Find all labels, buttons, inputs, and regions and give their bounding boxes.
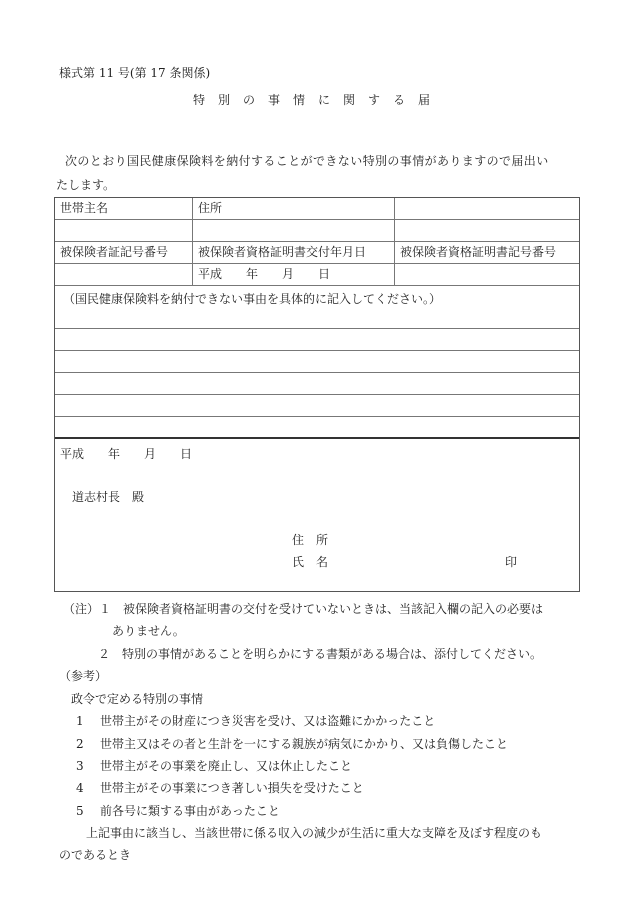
address-field-3[interactable] [395, 220, 579, 241]
notification-form-table [54, 197, 580, 592]
table-row-insurance-values [55, 264, 579, 286]
seal-mark: 印 [505, 555, 518, 569]
applicant-address-label: 住 所 [292, 533, 329, 547]
submission-date-field[interactable]: 平成 年 月 日 [60, 447, 193, 461]
reference-item [76, 802, 280, 819]
address-field-2[interactable] [193, 220, 395, 241]
reference-item [76, 712, 435, 729]
item-number: 1 [76, 714, 84, 728]
reason-line[interactable] [55, 351, 579, 373]
item-text: 世帯主又はその者と生計を一にする親族が病気にかかり、又は負傷したこと [100, 737, 509, 751]
note-1-continued: ありません。 [112, 624, 185, 638]
item-number: 2 [76, 737, 84, 751]
note-1: （注）１ 被保険者資格証明書の交付を受けていないときは、当該記入欄の記入の必要は [63, 602, 544, 616]
intro-text-line2: たします。 [56, 178, 116, 192]
reference-label: （参考） [59, 669, 108, 683]
reference-item [76, 757, 352, 774]
document-title: 特別の事情に関する届 [192, 93, 443, 107]
address-label: 住所 [193, 198, 395, 219]
certificate-number-field[interactable] [395, 264, 579, 285]
intro-text-line1: 次のとおり国民健康保険料を納付することができない特別の事情がありますので届出い [65, 154, 549, 168]
item-text: 前各号に類する事由があったこと [100, 804, 280, 818]
addressee: 道志村長 殿 [72, 490, 145, 504]
signature-section [55, 439, 579, 591]
reference-heading: 政令で定める特別の事情 [71, 692, 204, 706]
item-text: 世帯主がその財産につき災害を受け、又は盗難にかかったこと [100, 714, 436, 728]
table-row-insurance-labels [55, 242, 579, 264]
certificate-number-label: 被保険者資格証明書記号番号 [400, 245, 557, 259]
conclusion-line2: のであるとき [59, 848, 132, 862]
item-text: 世帯主がその事業を廃止し、又は休止したこと [100, 759, 353, 773]
note-2: ２ 特別の事情があることを明らかにする書類がある場合は、添付してください。 [98, 647, 543, 661]
item-number: 3 [76, 759, 84, 773]
reference-item [76, 735, 508, 752]
householder-name-label: 世帯主名 [55, 198, 193, 219]
reason-line[interactable] [55, 373, 579, 395]
insurance-card-number-label: 被保険者証記号番号 [55, 242, 193, 263]
reason-instruction[interactable]: （国民健康保険料を納付できない事由を具体的に記入してください。） [55, 286, 579, 329]
certificate-issue-date-label: 被保険者資格証明書交付年月日 [193, 242, 395, 263]
conclusion-line1: 上記事由に該当し、当該世帯に係る収入の減少が生活に重大な支障を及ぼす程度のも [86, 826, 543, 840]
table-row-head-values [55, 220, 579, 242]
applicant-name-label: 氏 名 [292, 555, 329, 569]
reason-line[interactable] [55, 395, 579, 417]
insurance-card-number-field[interactable] [55, 264, 193, 285]
table-row-head-info [55, 198, 579, 220]
reason-line[interactable] [55, 329, 579, 351]
item-number: 5 [76, 804, 84, 818]
reference-item [76, 779, 364, 796]
householder-name-field[interactable] [55, 220, 193, 241]
address-field[interactable] [395, 198, 579, 219]
certificate-issue-date-field[interactable]: 平成 年 月 日 [193, 264, 395, 285]
item-number: 4 [76, 781, 84, 795]
form-code: 様式第 11 号(第 17 条関係) [59, 66, 211, 80]
item-text: 世帯主がその事業につき著しい損失を受けたこと [100, 781, 364, 795]
reason-line[interactable] [55, 417, 579, 439]
